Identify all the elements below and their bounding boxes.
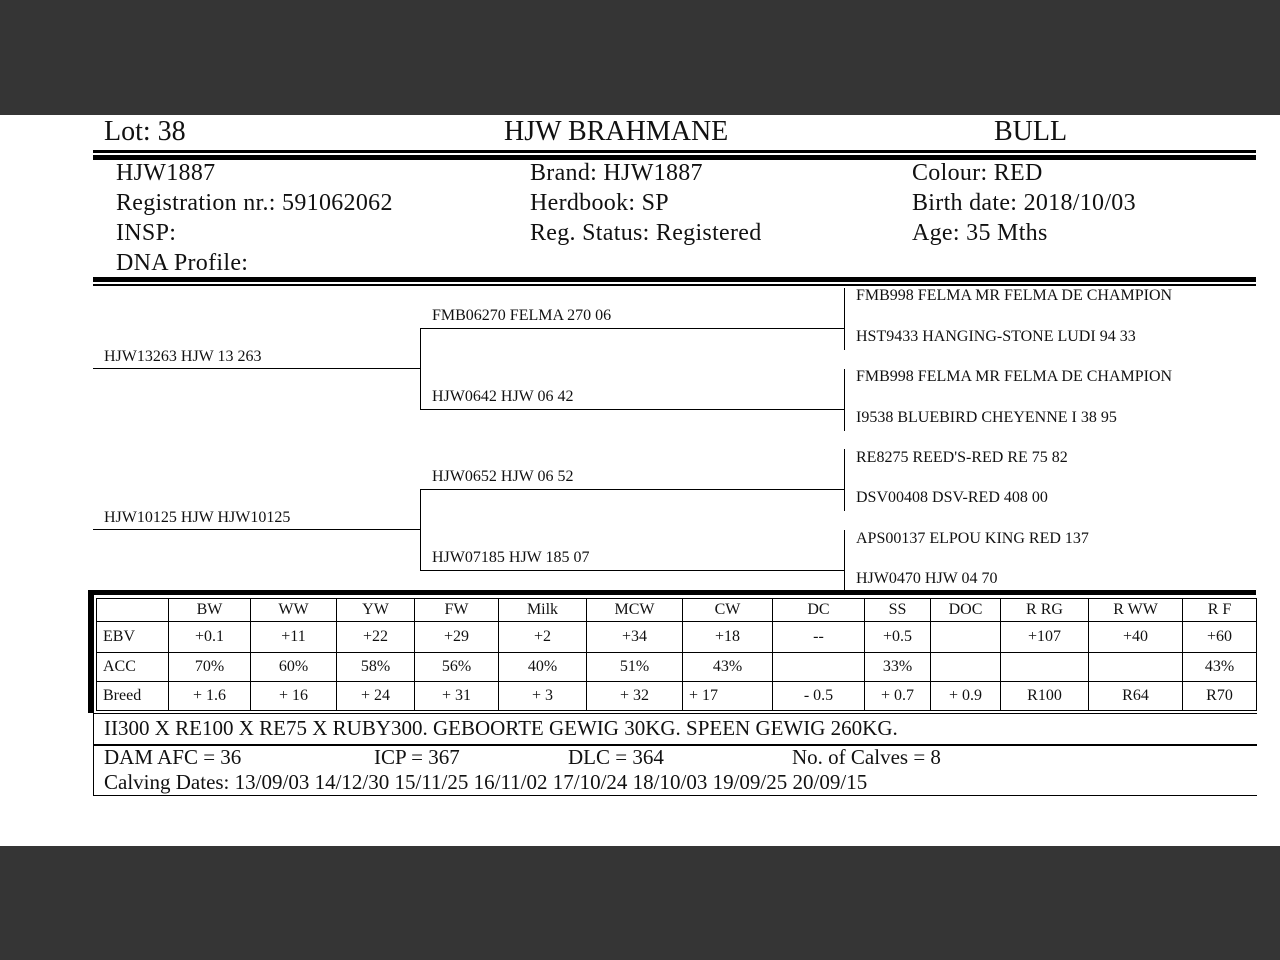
epd-header-cell: CW [683, 599, 773, 622]
epd-header-cell: Milk [499, 599, 587, 622]
epd-cell: 58% [337, 653, 415, 682]
pedigree-dam: HJW10125 HJW HJW10125 [104, 509, 291, 526]
top-dark-band [0, 0, 1280, 115]
dam-calves: No. of Calves = 8 [792, 745, 941, 769]
epd-cell: +107 [1001, 622, 1089, 653]
epd-cell: 33% [865, 653, 931, 682]
epd-cell: +2 [499, 622, 587, 653]
epd-cell: + 1.6 [169, 682, 251, 711]
epd-header-row [97, 599, 1257, 622]
epd-cell: 43% [683, 653, 773, 682]
pedigree-gg-7: APS00137 ELPOU KING RED 137 [856, 530, 1089, 547]
epd-cell: + 0.7 [865, 682, 931, 711]
epd-cell: EBV [97, 622, 169, 653]
epd-row-ebv [97, 622, 1257, 653]
epd-header-cell [97, 599, 169, 622]
info-colour: Colour: RED [912, 160, 1043, 186]
info-herdbook: Herdbook: SP [530, 190, 669, 216]
lot-number: Lot: 38 [104, 116, 186, 147]
info-registration: Registration nr.: 591062062 [116, 190, 393, 216]
epd-cell: +29 [415, 622, 499, 653]
epd-cell: -- [773, 622, 865, 653]
pedigree-sire-sire: FMB06270 FELMA 270 06 [432, 307, 612, 324]
epd-cell [931, 653, 1001, 682]
info-reg-status: Reg. Status: Registered [530, 220, 762, 246]
epd-cell: +0.5 [865, 622, 931, 653]
info-birth-date: Birth date: 2018/10/03 [912, 190, 1136, 216]
info-insp: INSP: [116, 220, 177, 246]
epd-cell: +11 [251, 622, 337, 653]
pedigree-dam-sire: HJW0652 HJW 06 52 [432, 468, 574, 485]
epd-header-cell: YW [337, 599, 415, 622]
animal-sex: BULL [994, 116, 1068, 147]
epd-row-acc [97, 653, 1257, 682]
epd-header-cell: R RG [1001, 599, 1089, 622]
epd-header-cell: FW [415, 599, 499, 622]
epd-header-cell: SS [865, 599, 931, 622]
dam-dlc: DLC = 364 [568, 745, 664, 769]
info-dna: DNA Profile: [116, 250, 249, 276]
pedigree-gg-2: HST9433 HANGING-STONE LUDI 94 33 [856, 328, 1136, 345]
epd-header-cell: WW [251, 599, 337, 622]
epd-cell: + 17 [683, 682, 773, 711]
pedigree-gg-1: FMB998 FELMA MR FELMA DE CHAMPION [856, 287, 1173, 304]
epd-cell: ACC [97, 653, 169, 682]
epd-header-cell: R WW [1089, 599, 1183, 622]
info-age: Age: 35 Mths [912, 220, 1048, 246]
info-rule-thick [93, 277, 1256, 282]
epd-header-cell: BW [169, 599, 251, 622]
pedigree-sire-dam: HJW0642 HJW 06 42 [432, 388, 574, 405]
info-brand: Brand: HJW1887 [530, 160, 703, 186]
epd-row-breed [97, 682, 1257, 711]
calving-dates: Calving Dates: 13/09/03 14/12/30 15/11/25 16/11/02 17/10/24 18/10/03 19/09/25 20/09/15 [104, 770, 868, 794]
epd-cell: - 0.5 [773, 682, 865, 711]
epd-cell: +18 [683, 622, 773, 653]
pedigree-dam-dam: HJW07185 HJW 185 07 [432, 549, 590, 566]
epd-cell: + 3 [499, 682, 587, 711]
epd-cell: + 31 [415, 682, 499, 711]
epd-cell: Breed [97, 682, 169, 711]
pedigree-gg-4: I9538 BLUEBIRD CHEYENNE I 38 95 [856, 409, 1117, 426]
epd-cell: +34 [587, 622, 683, 653]
dam-afc: DAM AFC = 36 [104, 745, 242, 769]
epd-cell: + 24 [337, 682, 415, 711]
epd-cell: 70% [169, 653, 251, 682]
epd-cell: +40 [1089, 622, 1183, 653]
epd-cell: 51% [587, 653, 683, 682]
epd-header-cell: DC [773, 599, 865, 622]
epd-cell: +22 [337, 622, 415, 653]
epd-cell: +0.1 [169, 622, 251, 653]
pedigree-sire: HJW13263 HJW 13 263 [104, 348, 262, 365]
epd-cell: 56% [415, 653, 499, 682]
info-id: HJW1887 [116, 160, 216, 186]
epd-cell [1089, 653, 1183, 682]
epd-left-rule [88, 590, 94, 713]
bottom-dark-band [0, 846, 1280, 960]
pedigree-gg-3: FMB998 FELMA MR FELMA DE CHAMPION [856, 368, 1173, 385]
epd-cell: + 32 [587, 682, 683, 711]
epd-cell: 40% [499, 653, 587, 682]
epd-cell: + 0.9 [931, 682, 1001, 711]
epd-cell: R70 [1183, 682, 1257, 711]
epd-table [96, 598, 1257, 711]
epd-cell: + 16 [251, 682, 337, 711]
epd-cell: R100 [1001, 682, 1089, 711]
header-rule [93, 150, 1256, 153]
epd-cell: +60 [1183, 622, 1257, 653]
epd-cell: 60% [251, 653, 337, 682]
epd-header-cell: R F [1183, 599, 1257, 622]
remarks-text: II300 X RE100 X RE75 X RUBY300. GEBOORTE GEWIG 30KG. SPEEN GEWIG 260KG. [104, 716, 898, 740]
epd-cell [931, 622, 1001, 653]
epd-cell: 43% [1183, 653, 1257, 682]
dam-icp: ICP = 367 [374, 745, 460, 769]
epd-header-cell: MCW [587, 599, 683, 622]
epd-header-cell: DOC [931, 599, 1001, 622]
epd-cell [773, 653, 865, 682]
epd-cell [1001, 653, 1089, 682]
epd-cell: R64 [1089, 682, 1183, 711]
animal-name: HJW BRAHMANE [504, 116, 729, 147]
epd-top-rule [88, 590, 1256, 595]
pedigree-gg-5: RE8275 REED'S-RED RE 75 82 [856, 449, 1068, 466]
pedigree-gg-6: DSV00408 DSV-RED 408 00 [856, 489, 1048, 506]
info-rule [93, 284, 1256, 286]
pedigree-gg-8: HJW0470 HJW 04 70 [856, 570, 998, 587]
